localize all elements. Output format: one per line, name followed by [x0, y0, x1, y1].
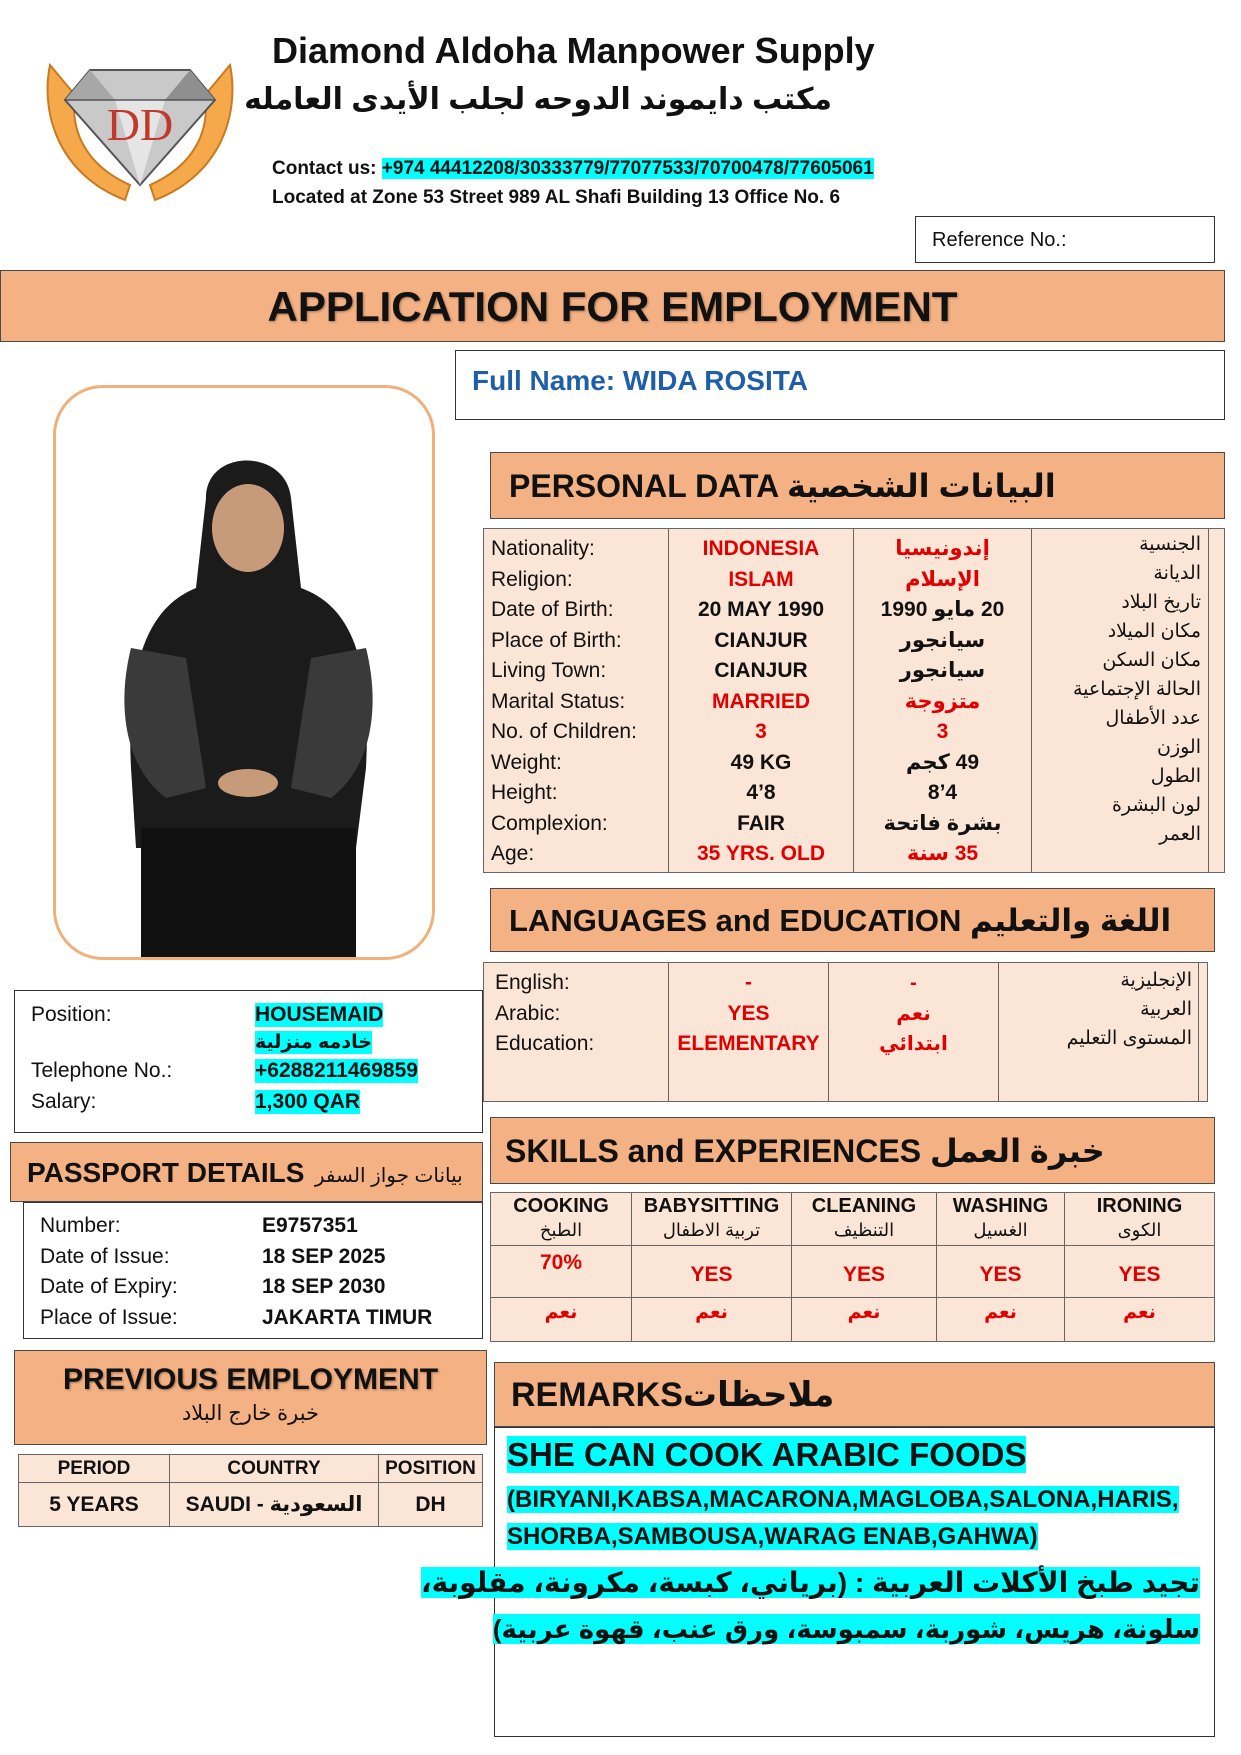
language-value-ar: - — [910, 972, 917, 994]
personal-value: 49 KG — [730, 750, 792, 774]
language-value-ar: نعم — [896, 1002, 931, 1025]
personal-label: Complexion: — [491, 811, 608, 835]
personal-value: CIANJUR — [714, 659, 808, 682]
language-label: Education: — [495, 1032, 595, 1055]
skill-column-babysitting — [631, 1193, 791, 1341]
full-name-box — [455, 350, 1225, 420]
language-labels — [495, 968, 594, 1060]
personal-label-ar: لون البشرة — [1111, 795, 1201, 816]
personal-value-ar: 4’8 — [927, 781, 958, 804]
passport-heading-ar: بيانات جواز السفر — [314, 1165, 463, 1187]
reference-label: Reference No.: — [932, 229, 1067, 251]
passport-values — [262, 1211, 432, 1333]
personal-value-ar: إندونيسيا — [895, 537, 990, 560]
skill-level: YES — [690, 1263, 733, 1286]
personal-data-heading: PERSONAL DATA البيانات الشخصية — [490, 452, 1225, 519]
personal-value-ar: سيانجور — [899, 628, 986, 652]
skill-name-ar: تربية الاطفال — [662, 1220, 761, 1240]
remarks-line-5: سلونة، هريس، شوربة، سمبوسة، ورق عنب، قهوة عربية) — [492, 1614, 1200, 1644]
skill-name-ar: التنظيف — [833, 1220, 895, 1240]
personal-value-ar: 35 سنة — [906, 842, 979, 865]
skill-level-ar: نعم — [1123, 1302, 1156, 1323]
personal-label: Age: — [491, 842, 535, 865]
personal-values — [669, 534, 853, 870]
logo-letters: DD — [106, 99, 174, 150]
contact-label: Contact us: — [272, 158, 382, 179]
personal-label: Nationality: — [491, 537, 595, 560]
personal-value: 35 YRS. OLD — [697, 842, 825, 865]
passport-heading-en: PASSPORT DETAILS — [27, 1157, 305, 1188]
remarks-line-3: SHORBA,SAMBOUSA,WARAG ENAB,GAHWA) — [507, 1523, 1038, 1550]
skill-column-cooking — [491, 1193, 631, 1341]
personal-label-ar: مكان الميلاد — [1107, 621, 1201, 642]
position-value: HOUSEMAID — [255, 1003, 384, 1026]
passport-labels — [40, 1211, 178, 1333]
company-name-en: Diamond Aldoha Manpower Supply — [272, 30, 875, 71]
passport-value: JAKARTA TIMUR — [262, 1305, 433, 1329]
skill-name-ar: الكوى — [1117, 1220, 1162, 1240]
personal-value-ar: 49 كجم — [905, 750, 979, 774]
personal-value: 3 — [755, 720, 767, 743]
skill-name-ar: الغسيل — [973, 1220, 1028, 1240]
personal-label: Living Town: — [491, 659, 607, 682]
personal-value-ar: متزوجة — [904, 689, 981, 713]
passport-label: Number: — [40, 1214, 121, 1237]
country-value: SAUDI - السعودية — [170, 1483, 379, 1527]
personal-label: Marital Status: — [491, 689, 626, 713]
personal-label-ar: العمر — [1159, 824, 1201, 845]
language-value-ar: ابتدائي — [879, 1033, 948, 1055]
skill-name: CLEANING — [811, 1195, 917, 1217]
remarks-heading: REMARKSملاحظات — [494, 1362, 1215, 1427]
language-label-ar: الإنجليزية — [1120, 970, 1192, 991]
personal-value-ar: 3 — [936, 720, 949, 743]
reference-box — [915, 216, 1215, 263]
contact-phone-numbers: +974 44412208/30333779/77077533/70700478/77605061 — [381, 158, 874, 179]
telephone-value: +6288211469859 — [255, 1059, 418, 1082]
skill-level-ar: نعم — [984, 1302, 1017, 1323]
passport-value: 18 SEP 2030 — [262, 1275, 386, 1298]
personal-label: Place of Birth: — [491, 628, 622, 652]
personal-value: 4’8 — [746, 781, 776, 804]
personal-labels-ar — [1033, 530, 1201, 849]
column-period: PERIOD — [19, 1455, 170, 1483]
personal-label-ar: مكان السكن — [1102, 650, 1201, 671]
skill-level: 70% — [539, 1251, 583, 1274]
position-value-dh: DH — [379, 1483, 483, 1527]
personal-value-ar: بشرة فاتحة — [883, 811, 1002, 835]
office-address: Located at Zone 53 Street 989 AL Shafi Building 13 Office No. 6 — [272, 187, 841, 208]
personal-label-ar: تاريخ البلاد — [1121, 592, 1201, 613]
previous-employment-heading-en: PREVIOUS EMPLOYMENT — [62, 1363, 439, 1396]
personal-value: INDONESIA — [702, 537, 820, 560]
skill-name: WASHING — [952, 1195, 1049, 1217]
remarks-line-1: SHE CAN COOK ARABIC FOODS — [507, 1436, 1027, 1473]
language-values-ar — [829, 968, 998, 1060]
passport-details-box — [23, 1202, 483, 1339]
language-values — [669, 968, 828, 1060]
language-label-ar: العربية — [1140, 999, 1192, 1020]
telephone-label: Telephone No.: — [31, 1059, 173, 1082]
personal-value: CIANJUR — [714, 628, 808, 652]
page-title: APPLICATION FOR EMPLOYMENT — [0, 270, 1225, 342]
remarks-line-4: تجيد طبخ الأكلات العربية : (برياني، كبسة، مكرونة، مقلوبة، — [421, 1567, 1200, 1598]
personal-values-ar — [854, 534, 1031, 870]
personal-value-ar: سيانجور — [899, 659, 986, 682]
personal-value: ISLAM — [728, 567, 794, 591]
passport-label: Date of Issue: — [40, 1244, 170, 1268]
skill-name: IRONING — [1096, 1195, 1183, 1217]
remarks-line-2: (BIRYANI,KABSA,MACARONA,MAGLOBA,SALONA,HARIS, — [507, 1486, 1179, 1513]
position-value-ar: خادمه منزلية — [255, 1032, 372, 1053]
passport-value: 18 SEP 2025 — [262, 1244, 386, 1268]
language-label-ar: المستوى التعليم — [1066, 1028, 1192, 1049]
personal-label-ar: الديانة — [1153, 563, 1201, 584]
personal-label-ar: عدد الأطفال — [1105, 708, 1201, 729]
personal-value: MARRIED — [712, 689, 810, 713]
previous-employment-heading-ar: خبرة خارج البلاد — [181, 1402, 320, 1425]
previous-employment-heading — [14, 1350, 487, 1445]
skill-column-washing — [936, 1193, 1064, 1341]
skill-column-ironing — [1064, 1193, 1214, 1341]
skill-level: YES — [842, 1263, 886, 1286]
skill-name: COOKING — [513, 1195, 609, 1217]
passport-label: Place of Issue: — [40, 1305, 178, 1329]
skill-level: YES — [1118, 1263, 1161, 1286]
language-value: YES — [727, 1001, 770, 1025]
personal-value-ar: الإسلام — [905, 567, 980, 591]
passport-heading — [10, 1142, 483, 1202]
skill-column-cleaning — [791, 1193, 936, 1341]
personal-value-ar: 20 مايو 1990 — [880, 598, 1005, 621]
column-position: POSITION — [379, 1455, 483, 1483]
language-value: ELEMENTARY — [677, 1032, 820, 1055]
skill-level-ar: نعم — [847, 1302, 881, 1323]
personal-value: FAIR — [737, 811, 785, 835]
period-value: 5 YEARS — [19, 1483, 170, 1527]
personal-label-ar: الجنسية — [1139, 534, 1201, 555]
personal-label-ar: الوزن — [1156, 737, 1201, 758]
personal-label: Weight: — [491, 750, 562, 774]
position-label: Position: — [31, 1003, 112, 1026]
salary-label: Salary: — [31, 1090, 97, 1113]
company-name-ar: مكتب دايموند الدوحه لجلب الأيدى العامله — [244, 83, 832, 116]
salary-value: 1,300 QAR — [255, 1090, 361, 1113]
personal-label-ar: الطول — [1150, 766, 1201, 787]
language-value: - — [745, 971, 752, 994]
position-box — [14, 990, 483, 1133]
company-logo — [30, 35, 250, 215]
skills-table — [490, 1192, 1215, 1342]
skill-level-ar: نعم — [695, 1302, 728, 1323]
personal-value: 20 MAY 1990 — [697, 598, 825, 621]
language-labels-ar — [1000, 966, 1192, 1053]
contact-line — [272, 158, 874, 180]
language-label: Arabic: — [495, 1001, 561, 1025]
personal-labels — [491, 534, 666, 870]
personal-label: No. of Children: — [491, 720, 637, 743]
personal-data-table — [483, 528, 1225, 873]
personal-label: Height: — [491, 781, 558, 804]
skill-name-ar: الطبخ — [539, 1220, 583, 1240]
personal-label: Date of Birth: — [491, 598, 614, 621]
skills-heading: SKILLS and EXPERIENCES خبرة العمل — [490, 1117, 1215, 1184]
passport-value: E9757351 — [262, 1214, 358, 1237]
passport-label: Date of Expiry: — [40, 1275, 178, 1298]
skill-level: YES — [979, 1263, 1022, 1286]
skill-level-ar: نعم — [544, 1302, 578, 1323]
skill-name: BABYSITTING — [643, 1195, 780, 1217]
languages-table — [483, 962, 1208, 1102]
applicant-photo — [56, 388, 435, 960]
personal-label-ar: الحالة الإجتماعية — [1073, 679, 1201, 700]
languages-heading: LANGUAGES and EDUCATION اللغة والتعليم — [490, 888, 1215, 952]
personal-label: Religion: — [491, 567, 573, 591]
previous-employment-table — [18, 1454, 483, 1526]
column-country: COUNTRY — [170, 1455, 379, 1483]
language-label: English: — [495, 971, 570, 994]
applicant-photo-frame — [53, 385, 435, 960]
full-name: Full Name: WIDA ROSITA — [472, 365, 808, 396]
